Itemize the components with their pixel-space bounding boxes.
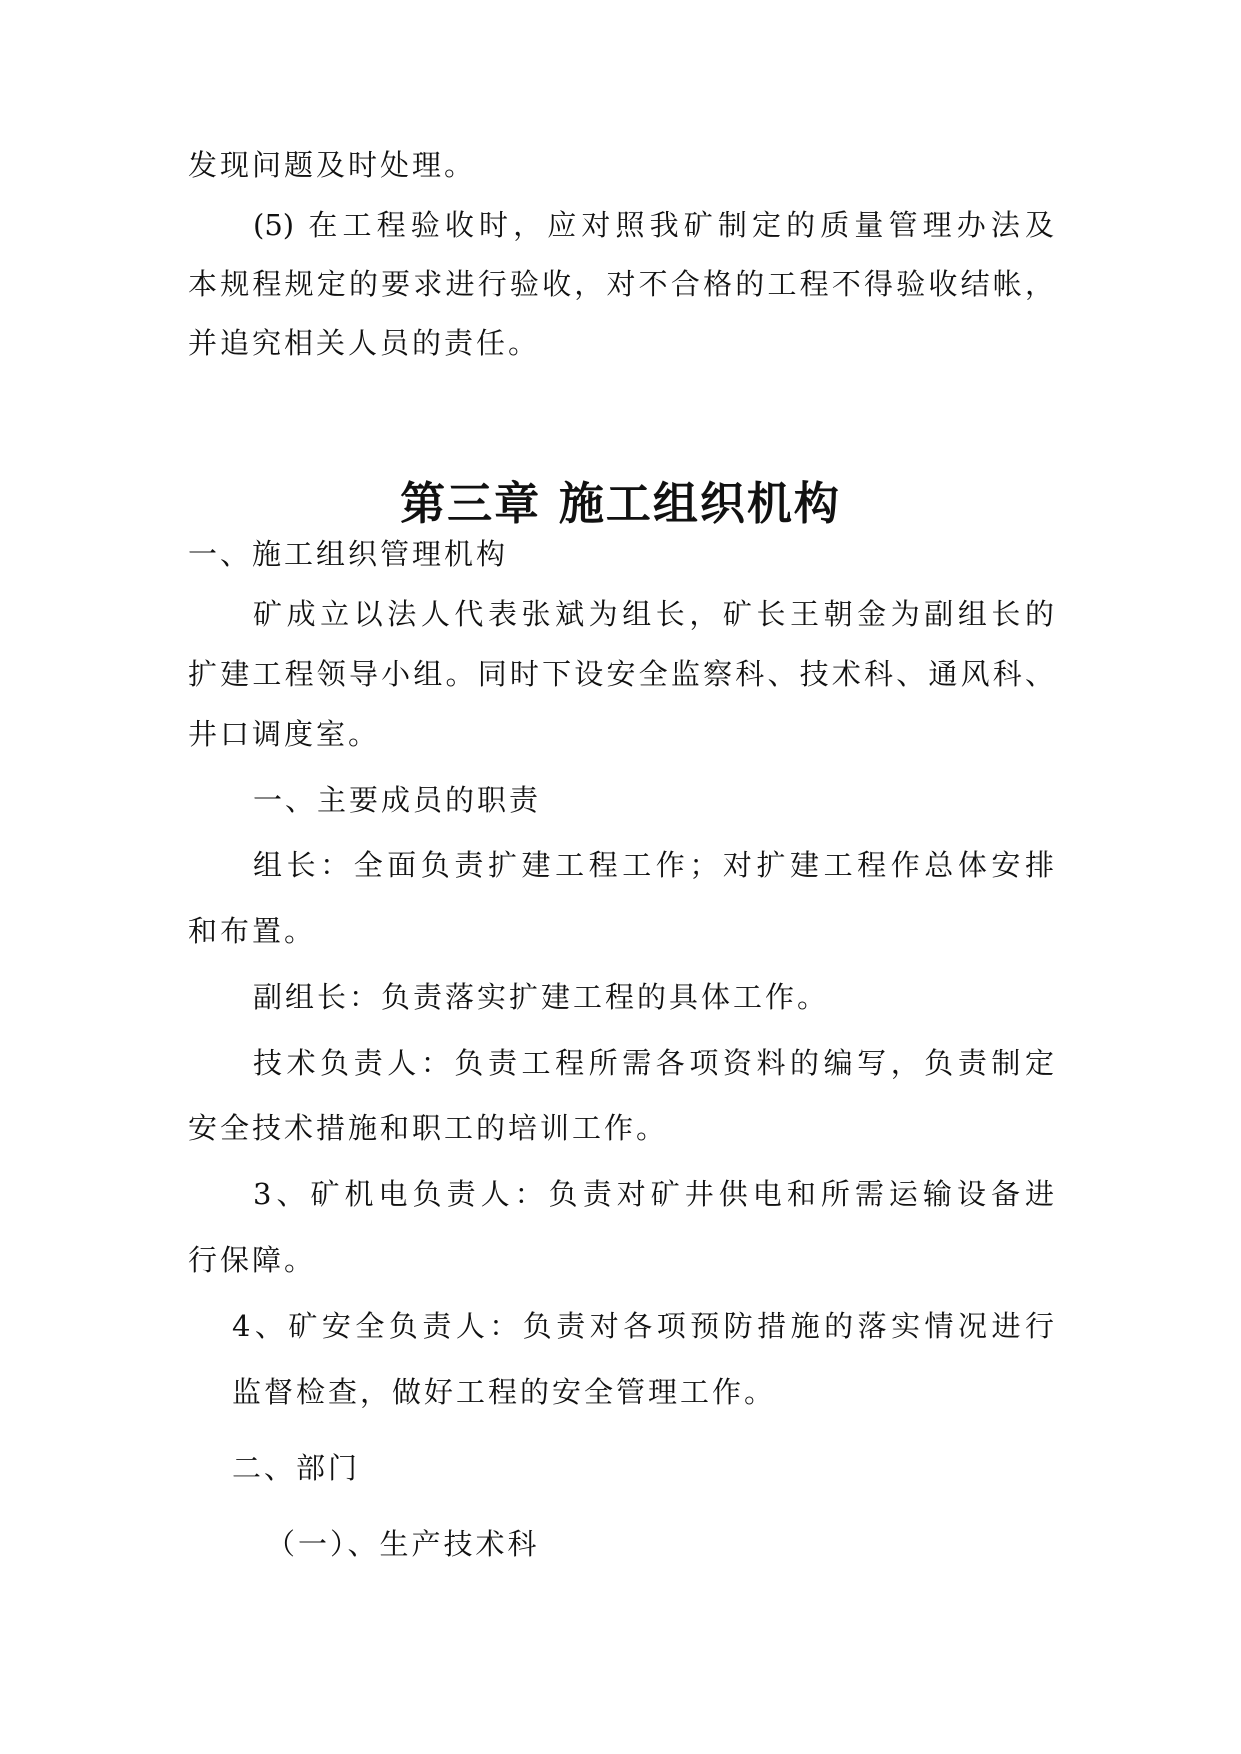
paragraph-line: 技术负责人：负责工程所需各项资料的编写，负责制定 [253,1046,1054,1080]
paragraph-line: 并追究相关人员的责任。 [188,326,541,360]
paragraph-line: 3、矿机电负责人：负责对矿井供电和所需运输设备进 [253,1177,1054,1211]
paragraph-line: 组长：全面负责扩建工程工作；对扩建工程作总体安排 [253,848,1054,882]
subsection-heading: 二、部门 [232,1451,361,1485]
paragraph-line: 副组长：负责落实扩建工程的具体工作。 [253,980,830,1014]
paragraph-line: 本规程规定的要求进行验收，对不合格的工程不得验收结帐， [188,267,1054,301]
paragraph-line: 行保障。 [188,1243,317,1277]
paragraph-line: 矿成立以法人代表张斌为组长，矿长王朝金为副组长的 [253,597,1054,631]
paragraph-line: 监督检查，做好工程的安全管理工作。 [232,1375,777,1409]
paragraph-line: 和布置。 [188,914,317,948]
subsection-heading: （一）、生产技术科 [266,1527,540,1561]
section-heading: 一、施工组织管理机构 [188,537,509,571]
paragraph-line: 井口调度室。 [188,717,381,751]
paragraph-line: 4、矿安全负责人：负责对各项预防措施的落实情况进行 [232,1309,1054,1343]
paragraph-line: 发现问题及时处理。 [188,148,477,182]
paragraph-line: 安全技术措施和职工的培训工作。 [188,1111,669,1145]
paragraph-line: 扩建工程领导小组。同时下设安全监察科、技术科、通风科、 [188,657,1054,691]
subsection-heading: 一、主要成员的职责 [253,783,542,817]
paragraph-line: (5) 在工程验收时，应对照我矿制定的质量管理办法及 [253,208,1054,242]
chapter-title: 第三章 施工组织机构 [400,477,841,530]
